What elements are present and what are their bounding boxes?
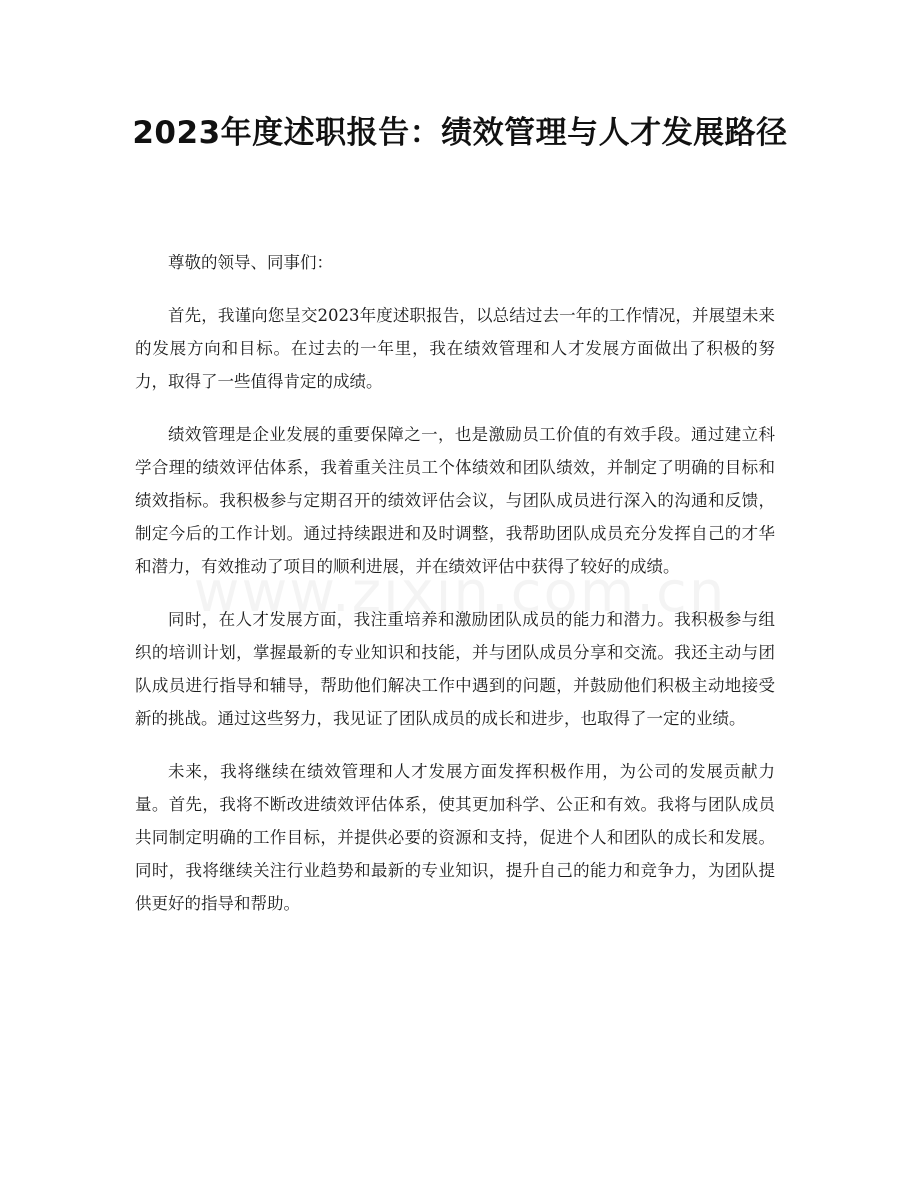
- paragraph-talent: 同时，在人才发展方面，我注重培养和激励团队成员的能力和潜力。我积极参与组织的培训计划，掌握最新的专业知识和技能，并与团队成员分享和交流。我还主动与团队成员进行指导和辅导，帮助他们解决工作中遇到的问题，并鼓励他们积极主动地接受新的挑战。通过这些努力，我见证了团队成员的成长和进步，也取得了一定的业绩。: [135, 610, 775, 728]
- paragraph-future: 未来，我将继续在绩效管理和人才发展方面发挥积极作用，为公司的发展贡献力量。首先，我将不断改进绩效评估体系，使其更加科学、公正和有效。我将与团队成员共同制定明确的工作目标，并提供必要的资源和支持，促进个人和团队的成长和发展。同时，我将继续关注行业趋势和最新的专业知识，提升自己的能力和竞争力，为团队提供更好的指导和帮助。: [135, 762, 775, 913]
- document-title: 2023年度述职报告：绩效管理与人才发展路径: [132, 115, 788, 151]
- paragraph-performance: 绩效管理是企业发展的重要保障之一，也是激励员工价值的有效手段。通过建立科学合理的绩效评估体系，我着重关注员工个体绩效和团队绩效，并制定了明确的目标和绩效指标。我积极参与定期召开的绩效评估会议，与团队成员进行深入的沟通和反馈，制定今后的工作计划。通过持续跟进和及时调整，我帮助团队成员充分发挥自己的才华和潜力，有效推动了项目的顺利进展，并在绩效评估中获得了较好的成绩。: [135, 425, 775, 576]
- paragraph-intro: 首先，我谨向您呈交2023年度述职报告，以总结过去一年的工作情况，并展望未来的发展方向和目标。在过去的一年里，我在绩效管理和人才发展方面做出了积极的努力，取得了一些值得肯定的成绩。: [135, 306, 775, 391]
- document-body: [135, 246, 775, 940]
- salutation: 尊敬的领导、同事们：: [168, 253, 333, 272]
